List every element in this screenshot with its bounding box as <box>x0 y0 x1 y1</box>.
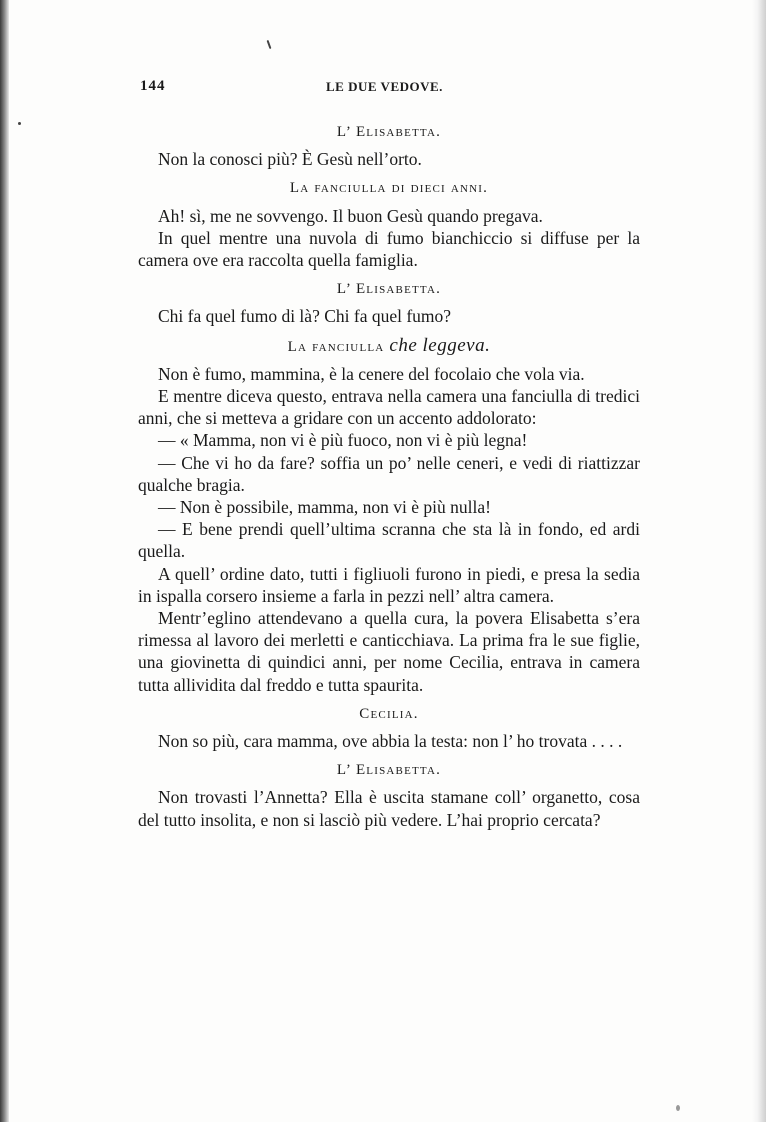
paragraph: Non so più, cara mamma, ove abbia la testa: non l’ ho trovata . . . . <box>158 731 623 752</box>
speaker-name: L’ Elisabetta. <box>336 124 442 140</box>
paragraph: — Che vi ho da fare? soffia un po’ nelle ceneri, e vedi di riattizzar qualche bragia. <box>138 452 640 495</box>
speaker-name: La fanciulla <box>287 338 385 355</box>
paragraph: — « Mamma, non vi è più fuoco, non vi è più legna! <box>158 430 528 451</box>
page-left-edge-shadow <box>0 0 9 1122</box>
paragraph: A quell’ ordine dato, tutti i figliuoli furono in piedi, e presa la sedia in ispalla corsero insieme a farla in pezzi nell’ altra camera. <box>138 563 640 606</box>
speaker-heading <box>138 759 640 781</box>
paragraph: Non è fumo, mammina, è la cenere del focolaio che vola via. <box>158 363 585 384</box>
paragraph: In quel mentre una nuvola di fumo bianchiccio si diffuse per la camera ove era raccolta quella famiglia. <box>138 227 640 271</box>
speaker-heading <box>138 703 640 725</box>
page-body-text <box>138 118 640 831</box>
ink-speck <box>676 1105 680 1111</box>
paragraph: — E bene prendi quell’ultima scranna che sta là in fondo, ed ardi quella. <box>138 519 640 562</box>
page-header <box>140 78 640 98</box>
running-title: LE DUE VEDOVE. <box>326 79 443 94</box>
speaker-name: Cecilia. <box>359 705 419 722</box>
page-number: 144 <box>140 78 166 94</box>
speaker-name: L’ Elisabetta. <box>336 762 442 779</box>
ink-speck <box>267 40 272 49</box>
ink-speck <box>18 122 21 125</box>
page-right-edge-shadow <box>752 0 766 1122</box>
paragraph: Chi fa quel fumo di là? Chi fa quel fumo? <box>158 306 452 327</box>
speaker-heading <box>138 177 640 199</box>
paragraph: Non trovasti l’Annetta? Ella è uscita stamane coll’ organetto, cosa del tutto insolita, e non si lasciò più vedere. L’hai proprio cercata? <box>138 787 640 830</box>
paragraph: Ah! sì, me ne sovvengo. Il buon Gesù quando pregava. <box>158 205 543 226</box>
speaker-italic-note: che leggeva. <box>389 334 491 356</box>
speaker-name: L’ Elisabetta. <box>336 281 442 298</box>
speaker-heading <box>138 335 640 358</box>
paragraph: Mentr’eglino attendevano a quella cura, la povera Elisabetta s’era rimessa al lavoro dei merletti e canticchiava. La prima fra le sue figlie, una giovinetta di quindici anni, per nome Cecilia, entrava in camera tutta allividita dal freddo e tutta spaurita. <box>138 608 640 695</box>
speaker-name: La fanciulla di dieci anni. <box>289 180 489 197</box>
speaker-heading <box>138 121 640 143</box>
paragraph: — Non è possibile, mamma, non vi è più nulla! <box>158 497 491 518</box>
speaker-heading <box>138 278 640 300</box>
paragraph: Non la conosci più? È Gesù nell’orto. <box>158 149 422 170</box>
paragraph: E mentre diceva questo, entrava nella camera una fanciulla di tredici anni, che si metteva a gridare con un accento addolorato: <box>138 386 640 429</box>
